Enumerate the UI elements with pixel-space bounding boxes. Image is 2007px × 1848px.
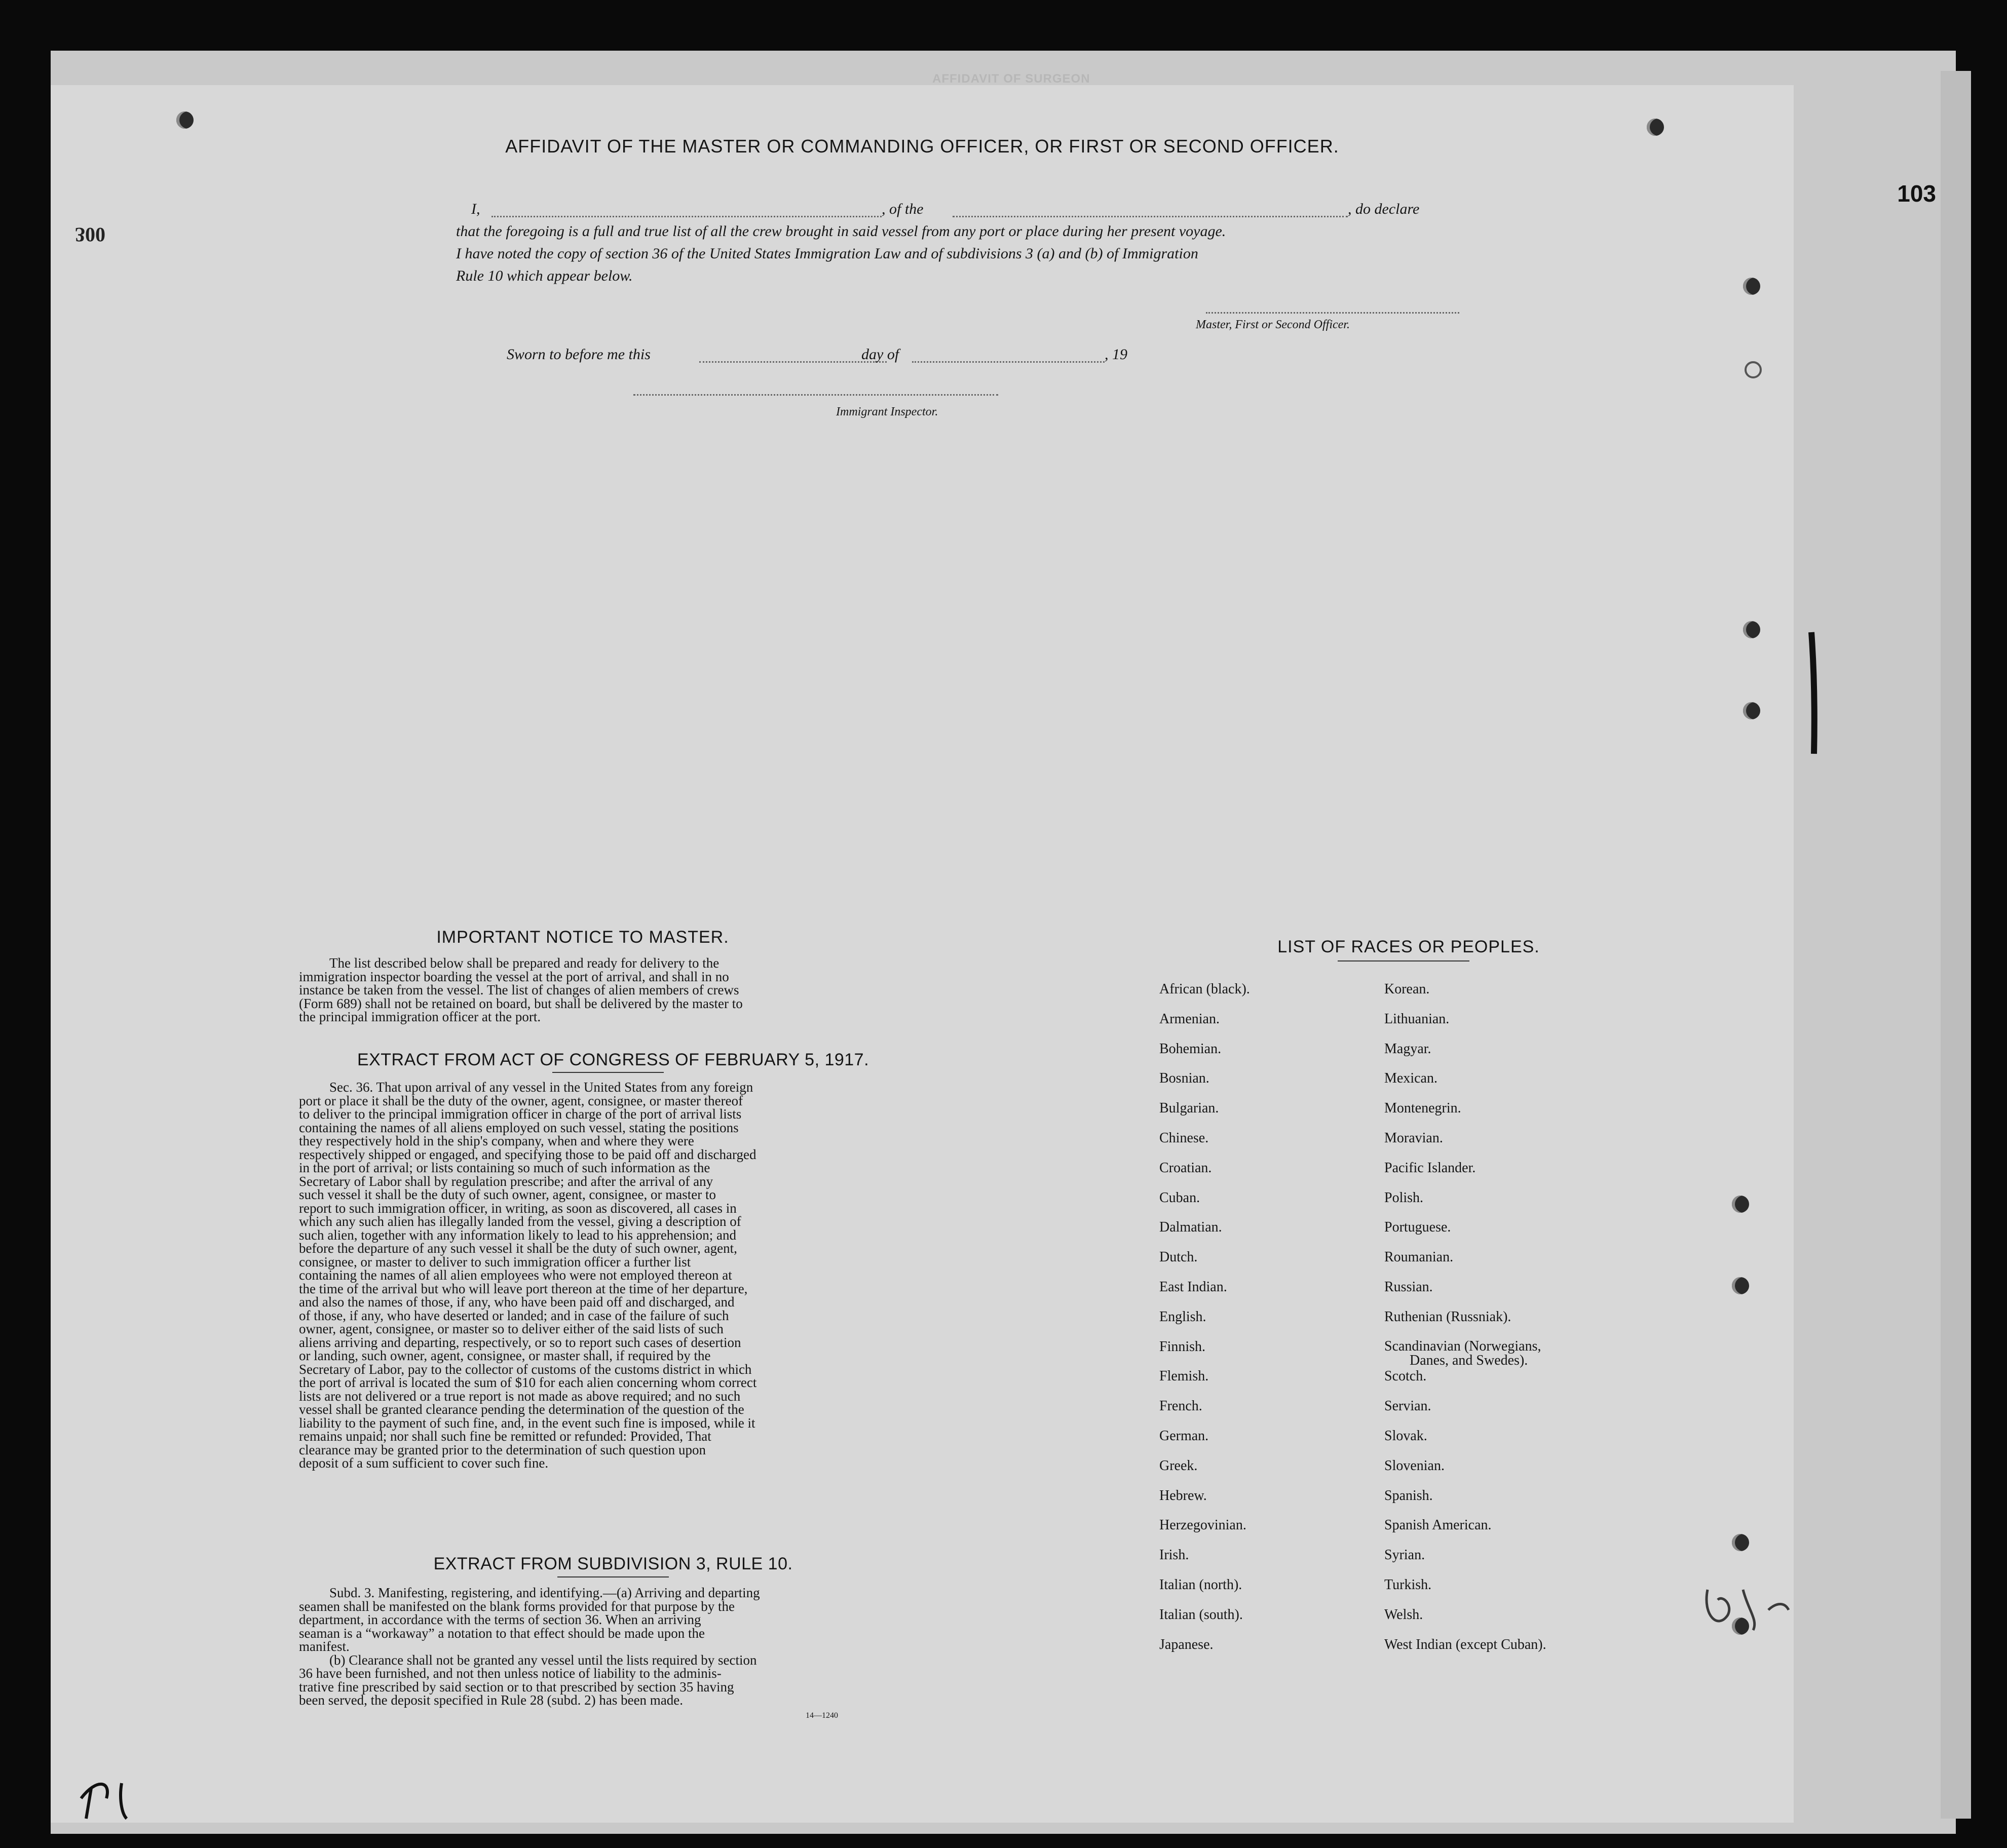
- act-line: remains unpaid; nor shall such fine be remitted or refunded: Provided, That: [299, 1429, 711, 1444]
- rule-title-rule: [557, 1576, 669, 1577]
- act-line: the port of arrival is located the sum of $10 for each alien concerning whom correct: [299, 1375, 757, 1390]
- notice-text: [299, 956, 927, 1024]
- notice-line: immigration inspector boarding the vessel at the port of arrival, and shall in no: [299, 969, 729, 984]
- act-line: before the departure of any such vessel it shall be the duty of such owner, agent,: [299, 1241, 737, 1256]
- faint-header: AFFIDAVIT OF SURGEON: [932, 72, 1090, 86]
- day-of-text: day of: [861, 346, 899, 363]
- handwritten-stroke: [1799, 627, 1829, 759]
- races-title: LIST OF RACES OR PEOPLES.: [1277, 937, 1540, 956]
- act-line: they respectively hold in the ship's company, when and where they were: [299, 1133, 694, 1148]
- act-line: and also the names of those, if any, who have been paid off and discharged, and: [299, 1294, 735, 1310]
- act-line: lists are not delivered or a true report is not made as above required; and no such: [299, 1388, 741, 1404]
- rule-line: seaman is a “workaway” a notation to that effect should be made upon the: [299, 1625, 705, 1641]
- act-line: vessel shall be granted clearance pending the determination of the question of the: [299, 1402, 744, 1417]
- rule-line: Subd. 3. Manifesting, registering, and identifying.—(a) Arriving and departing: [329, 1585, 760, 1600]
- act-line: in the port of arrival; or lists containing so much of such information as the: [299, 1160, 710, 1175]
- race-item: Montenegrin.: [1384, 1100, 1461, 1116]
- race-item: German.: [1159, 1428, 1209, 1444]
- races-left-column: [1159, 982, 1250, 1667]
- punch-hole: [1732, 1196, 1749, 1213]
- act-line: Secretary of Labor shall by regulation prescribe; and after the arrival of any: [299, 1173, 713, 1189]
- act-title-rule: [552, 1072, 664, 1073]
- year-text: , 19: [1105, 346, 1127, 363]
- race-item: Slovenian.: [1384, 1457, 1445, 1474]
- month-line: [912, 361, 1105, 363]
- race-item: Welsh.: [1384, 1606, 1423, 1623]
- race-item: Moravian.: [1384, 1130, 1443, 1146]
- affidavit-title: AFFIDAVIT OF THE MASTER OR COMMANDING OFFICER, OR FIRST OR SECOND OFFICER.: [505, 136, 1339, 157]
- affidavit-i: I,: [471, 201, 480, 217]
- act-line: clearance may be granted prior to the determination of such question upon: [299, 1442, 706, 1457]
- act-line: which any such alien has illegally landed from the vessel, giving a description of: [299, 1214, 741, 1229]
- handwritten-corner-mark: [76, 1768, 157, 1824]
- act-line: to deliver to the principal immigration officer in charge of the port of arrival lists: [299, 1106, 742, 1122]
- punch-hole: [1743, 702, 1760, 719]
- rule-line: manifest.: [299, 1639, 350, 1654]
- name-line: [491, 216, 882, 217]
- race-item: French.: [1159, 1398, 1202, 1414]
- race-item: Dalmatian.: [1159, 1219, 1222, 1236]
- race-item-line: Danes, and Swedes).: [1410, 1352, 1528, 1368]
- race-item: Mexican.: [1384, 1070, 1437, 1087]
- race-item-multiline: [1384, 1339, 1546, 1369]
- race-item: Flemish.: [1159, 1368, 1209, 1384]
- race-item: Turkish.: [1384, 1576, 1432, 1593]
- race-item: West Indian (except Cuban).: [1384, 1636, 1546, 1652]
- act-line: such alien, together with any information likely to lead to his apprehension; and: [299, 1227, 737, 1243]
- race-item: Pacific Islander.: [1384, 1160, 1476, 1176]
- races-title-rule: [1338, 960, 1469, 961]
- day-line: [699, 361, 887, 363]
- act-line: such vessel it shall be the duty of such owner, agent, consignee, or master to: [299, 1187, 716, 1202]
- race-item: Bohemian.: [1159, 1041, 1222, 1057]
- race-item: Armenian.: [1159, 1011, 1220, 1027]
- race-item: Syrian.: [1384, 1547, 1425, 1563]
- rule-line: trative fine prescribed by said section or to that prescribed by section 35 having: [299, 1679, 734, 1695]
- act-line: Secretary of Labor, pay to the collector of customs of the customs district in which: [299, 1361, 752, 1377]
- punch-hole: [1647, 119, 1664, 136]
- punch-hole: [1743, 278, 1760, 295]
- race-item: Italian (north).: [1159, 1576, 1242, 1593]
- inspector-line: [633, 394, 998, 396]
- form-number: 14—1240: [806, 1711, 838, 1720]
- rule-line: seamen shall be manifested on the blank forms provided for that purpose by the: [299, 1598, 735, 1614]
- punch-hole: [176, 111, 194, 129]
- rule-line: (b) Clearance shall not be granted any vessel until the lists required by section: [329, 1652, 757, 1668]
- punch-hole: [1743, 621, 1760, 638]
- act-line: of those, if any, who have deserted or landed; and in case of the failure of such: [299, 1307, 729, 1323]
- inspector-caption: Immigrant Inspector.: [836, 405, 938, 418]
- race-item: Roumanian.: [1384, 1249, 1454, 1265]
- race-item: Lithuanian.: [1384, 1011, 1450, 1027]
- act-line: deposit of a sum sufficient to cover such fine.: [299, 1455, 549, 1471]
- margin-stamp: 300: [75, 223, 105, 246]
- signature-caption: Master, First or Second Officer.: [1196, 318, 1350, 331]
- race-item: East Indian.: [1159, 1279, 1227, 1295]
- affidavit-line3: I have noted the copy of section 36 of the United States Immigration Law and of subdivisions 3 (a) and (b) of Immigration: [456, 245, 1198, 262]
- document-page: [51, 72, 1794, 1823]
- race-item: Magyar.: [1384, 1041, 1431, 1057]
- race-item: Servian.: [1384, 1398, 1431, 1414]
- race-item: Italian (south).: [1159, 1606, 1243, 1623]
- rule-line: department, in accordance with the terms of section 36. When an arriving: [299, 1612, 701, 1627]
- race-item: Scotch.: [1384, 1368, 1427, 1384]
- race-item: Cuban.: [1159, 1189, 1200, 1206]
- act-line: port or place it shall be the duty of the owner, agent, consignee, or master thereof: [299, 1093, 743, 1108]
- punch-hole-open: [1745, 361, 1762, 378]
- race-item: Ruthenian (Russniak).: [1384, 1308, 1511, 1325]
- race-item: Portuguese.: [1384, 1219, 1451, 1236]
- act-line: report to such immigration officer, in writing, as soon as discovered, all cases in: [299, 1200, 737, 1216]
- act-line: containing the names of all alien employees who were not employed thereon at: [299, 1267, 732, 1283]
- notice-title: IMPORTANT NOTICE TO MASTER.: [436, 928, 729, 947]
- notice-line: the principal immigration officer at the port.: [299, 1009, 541, 1024]
- affidavit-of-the: , of the: [882, 201, 924, 217]
- act-line: consignee, or master to deliver to such immigration officer a further list: [299, 1254, 691, 1269]
- act-line: aliens arriving and departing, respectively, or so to report such cases of desertion: [299, 1334, 741, 1350]
- notice-line: The list described below shall be prepared and ready for delivery to the: [329, 955, 720, 971]
- affidavit-line4: Rule 10 which appear below.: [456, 267, 633, 284]
- notice-line: (Form 689) shall not be retained on board, but shall be delivered by the master to: [299, 995, 743, 1011]
- act-line: Sec. 36. That upon arrival of any vessel in the United States from any foreign: [329, 1080, 753, 1095]
- page-number: 103: [1897, 180, 1936, 207]
- race-item: Bosnian.: [1159, 1070, 1209, 1087]
- punch-hole: [1732, 1277, 1749, 1294]
- punch-hole: [1732, 1534, 1749, 1551]
- affidavit-declare: , do declare: [1348, 201, 1420, 217]
- race-item: English.: [1159, 1308, 1206, 1325]
- race-item: Spanish American.: [1384, 1517, 1492, 1533]
- act-line: the time of the arrival but who will leave port thereon at the time of her departure,: [299, 1281, 748, 1296]
- race-item: Greek.: [1159, 1457, 1198, 1474]
- race-item: Herzegovinian.: [1159, 1517, 1246, 1533]
- act-line: or landing, such owner, agent, consignee, or master shall, if required by the: [299, 1348, 711, 1363]
- act-text: [299, 1081, 927, 1470]
- rule-line: 36 have been furnished, and not then unless notice of liability to the adminis-: [299, 1666, 722, 1681]
- act-line: liability to the payment of such fine, and, in the event such fine is imposed, while it: [299, 1415, 755, 1431]
- affidavit-line2: that the foregoing is a full and true list of all the crew brought in said vessel from any port or place during her present voyage.: [456, 223, 1226, 240]
- race-item: Korean.: [1384, 981, 1430, 997]
- race-item: Hebrew.: [1159, 1487, 1207, 1504]
- race-item: Croatian.: [1159, 1160, 1212, 1176]
- race-item: Russian.: [1384, 1279, 1433, 1295]
- race-item: Irish.: [1159, 1547, 1189, 1563]
- race-item: Chinese.: [1159, 1130, 1209, 1146]
- race-item: Japanese.: [1159, 1636, 1214, 1652]
- rule-title: EXTRACT FROM SUBDIVISION 3, RULE 10.: [433, 1554, 793, 1573]
- race-item: Finnish.: [1159, 1338, 1206, 1355]
- race-item: Dutch.: [1159, 1249, 1198, 1265]
- act-line: owner, agent, consignee, or master so to deliver either of the said lists of such: [299, 1321, 724, 1336]
- signature-line: [1206, 312, 1459, 314]
- race-item: Slovak.: [1384, 1428, 1427, 1444]
- handwritten-scrawl: [1697, 1580, 1799, 1635]
- race-item-line: Scandinavian (Norwegians,: [1384, 1338, 1541, 1354]
- sheet-edge: [1941, 71, 1971, 1819]
- act-title: EXTRACT FROM ACT OF CONGRESS OF FEBRUARY 5, 1917.: [357, 1050, 869, 1069]
- races-right-column: [1384, 982, 1546, 1667]
- sworn-text: Sworn to before me this: [507, 346, 651, 363]
- rule-line: been served, the deposit specified in Rule 28 (subd. 2) has been made.: [299, 1692, 684, 1708]
- act-line: respectively shipped or engaged, and specifying those to be paid off and discharged: [299, 1146, 756, 1162]
- act-line: containing the names of all aliens employed on such vessel, stating the positions: [299, 1120, 739, 1135]
- notice-line: instance be taken from the vessel. The list of changes of alien members of crews: [299, 982, 739, 997]
- rule-text: [299, 1586, 927, 1707]
- vessel-line: [953, 216, 1348, 217]
- race-item: Spanish.: [1384, 1487, 1433, 1504]
- race-item: African (black).: [1159, 981, 1250, 997]
- race-item: Polish.: [1384, 1189, 1424, 1206]
- race-item: Bulgarian.: [1159, 1100, 1219, 1116]
